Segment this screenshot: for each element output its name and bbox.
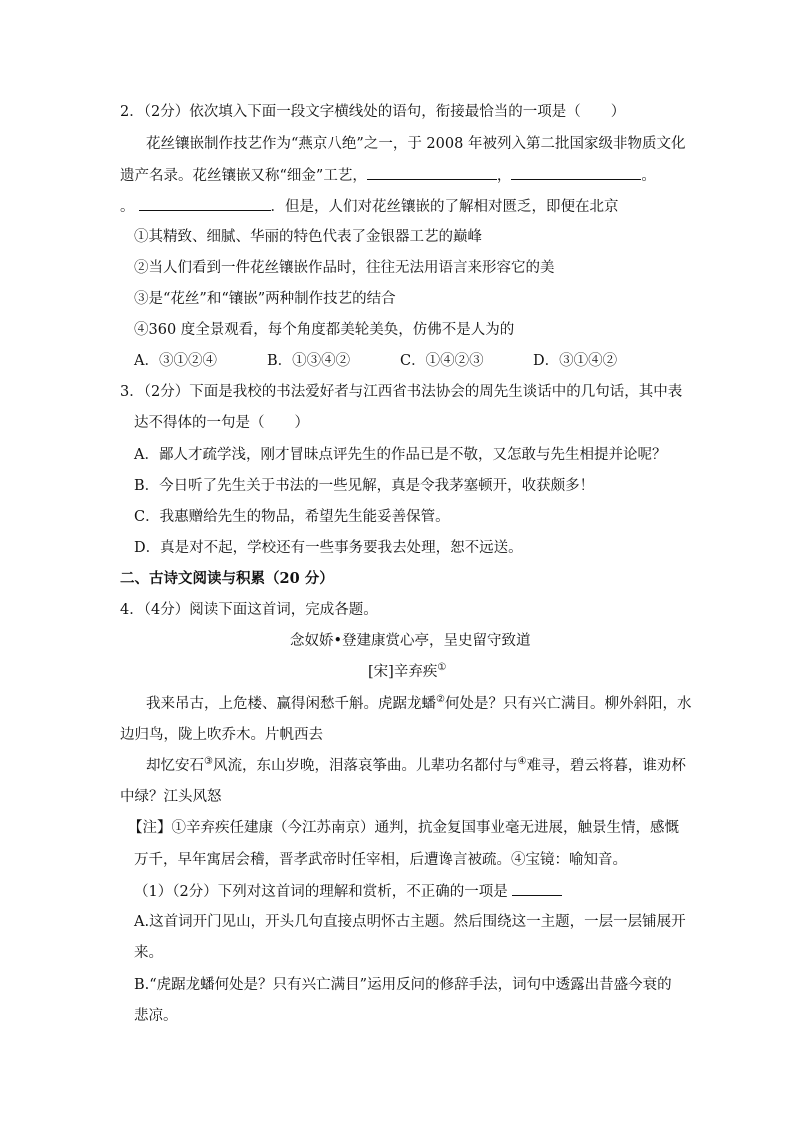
q3-option-b[interactable]: B．今日听了先生关于书法的一些见解，真是令我茅塞顿开，收获颇多！ — [134, 478, 595, 494]
poem-line-3: 却忆安石③风流，东山岁晚，泪落哀筝曲。儿辈功名都付与④难寻，碧云将暮，谁劝杯 — [146, 756, 686, 774]
q4-sub1-option-b-line-1[interactable]: B.“虎踞龙蟠何处是？只有兴亡满目”运用反问的修辞手法，词句中透露出昔盛今衰的 — [134, 977, 672, 993]
poem-line-4: 中绿？江头风怒 — [120, 789, 222, 805]
answer-blank-2[interactable] — [511, 165, 641, 180]
annotation-line-1: 【注】①辛弃疾任建康（今江苏南京）通判，抗金复国事业毫无进展，触景生情，感慨 — [128, 820, 679, 836]
annotation-line-2: 万千，早年寓居会稽，晋孝武帝时任宰相，后遭谗言被疏。④宝镜：喻知音。 — [134, 852, 627, 868]
note-marker-4: ④ — [517, 756, 527, 767]
answer-blank-3[interactable] — [139, 196, 271, 211]
q4-sub1-option-a-line-2: 来。 — [134, 945, 163, 961]
q2-option-c[interactable]: C．①④②③ — [400, 353, 484, 369]
q3-option-c[interactable]: C．我惠赠给先生的物品，希望先生能妥善保管。 — [134, 509, 450, 525]
q2-option-d[interactable]: D．③①④② — [533, 353, 618, 369]
q2-item-4: ④360 度全景观看，每个角度都美轮美奂，仿佛不是人为的 — [134, 322, 515, 338]
section-heading: 二、古诗文阅读与积累（20 分） — [120, 570, 334, 587]
note-marker-2: ② — [436, 694, 445, 705]
q3-option-a[interactable]: A．鄙人才疏学浅，刚才冒昧点评先生的作品已是不敬，又怎敢与先生相提并论呢？ — [134, 447, 667, 463]
q2-item-1: ①其精致、细腻、华丽的特色代表了金银器工艺的巅峰 — [134, 229, 482, 245]
q4-sub1-option-a-line-1[interactable]: A.这首词开门见山，开头几句直接点明怀古主题。然后围绕这一主题，一层一层铺展开 — [134, 914, 686, 930]
q2-stem: 2．（2分）依次填入下面一段文字横线处的语句，衔接最恰当的一项是（ ） — [120, 104, 626, 120]
q3-stem-line-2: 达不得体的一句是（ ） — [134, 415, 309, 431]
q3-stem-line-1: 3．（2分）下面是我校的书法爱好者与江西省书法协会的周先生谈话中的几句话，其中表 — [120, 384, 683, 400]
note-marker-1: ① — [437, 662, 447, 673]
q2-option-b[interactable]: B．①③④② — [267, 353, 351, 369]
q2-option-a[interactable]: A．③①②④ — [134, 353, 217, 369]
poem-author: [宋]辛弃疾① — [368, 662, 447, 680]
answer-blank-1[interactable] — [367, 165, 497, 180]
q2-paragraph-line-1: 花丝镶嵌制作技艺作为“燕京八绝”之一，于 2008 年被列入第二批国家级非物质文化 — [146, 136, 686, 152]
q2-item-2: ②当人们看到一件花丝镶嵌作品时，往往无法用语言来形容它的美 — [134, 260, 555, 276]
poem-line-1: 我来吊古，上危楼、赢得闲愁千斛。虎踞龙蟠②何处是？只有兴亡满目。柳外斜阳，水 — [146, 694, 692, 712]
q2-paragraph-line-3: 。 ．但是，人们对花丝镶嵌的了解相对匮乏，即便在北京 — [120, 196, 619, 217]
q3-option-d[interactable]: D．真是对不起，学校还有一些事务要我去处理，恕不远送。 — [134, 540, 523, 556]
q2-paragraph-line-2: 遗产名录。花丝镶嵌又称“细金”工艺， ， 。 — [120, 165, 656, 186]
q4-stem: 4．（4分）阅读下面这首词，完成各题。 — [120, 602, 378, 618]
note-marker-3: ③ — [204, 756, 213, 767]
q4-sub1-stem: （1）（2分）下列对这首词的理解和赏析，不正确的一项是 — [134, 881, 562, 902]
q2-item-3: ③是“花丝”和“镶嵌”两种制作技艺的结合 — [134, 291, 396, 307]
answer-blank-4[interactable] — [512, 881, 562, 896]
q2-options — [134, 351, 617, 371]
q4-sub1-option-b-line-2: 悲凉。 — [134, 1008, 178, 1024]
poem-title: 念奴娇•登建康赏心亭，呈史留守致道 — [290, 633, 531, 649]
poem-line-2: 边归鸟，陇上吹乔木。片帆西去 — [120, 727, 323, 743]
